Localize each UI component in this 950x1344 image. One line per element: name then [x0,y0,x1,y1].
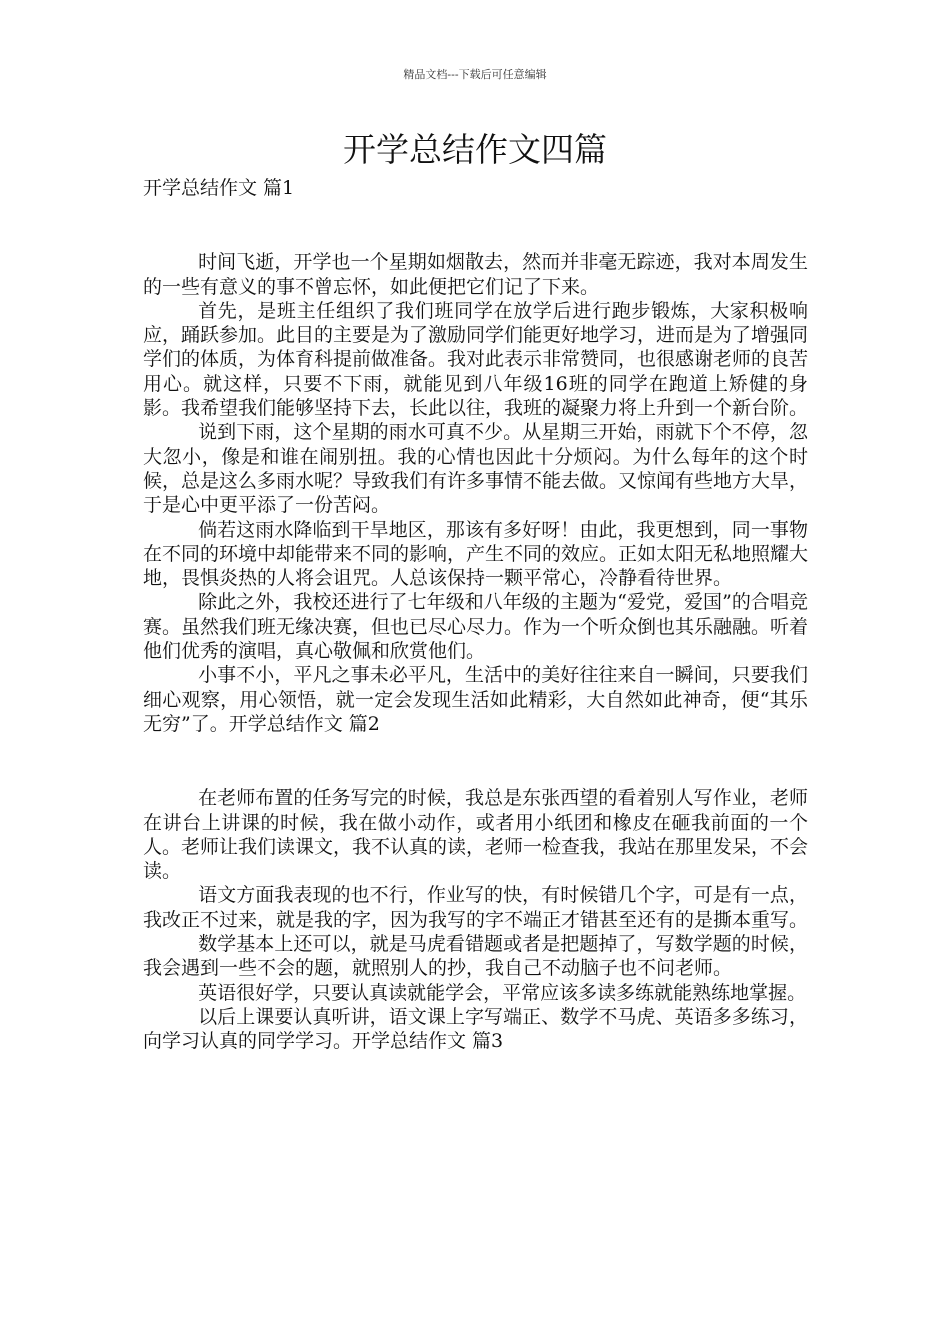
document-body [143,176,808,1054]
paragraph: 英语很好学，只要认真读就能学会，平常应该多读多练就能熟练地掌握。 [198,981,807,1004]
paragraph: 数学基本上还可以，就是马虎看错题或者是把题掉了，写数学题的时候，我会遇到一些不会的题，就照别人的抄，我自己不动脑子也不问老师。 [143,933,808,980]
section-2-label: 开学总结作文 篇2 [228,712,380,735]
paragraph: 说到下雨，这个星期的雨水可真不少。从星期三开始，雨就下个不停，忽大忽小，像是和谁在闹别扭。我的心情也因此十分烦闷。为什么每年的这个时候，总是这么多雨水呢？导致我们有许多事情不能去做。又惊闻有些地方大旱，于是心中更平添了一份苦闷。 [143,421,809,517]
paragraph [143,1005,808,1054]
paragraph: 在老师布置的任务写完的时候，我总是东张西望的看着别人写作业，老师在讲台上讲课的时候，我在做小动作，或者用小纸团和橡皮在砸我前面的一个人。老师让我们读课文，我不认真的读，老师一检查我，我站在那里发呆，不会读。 [143,787,809,883]
paragraph: 除此之外，我校还进行了七年级和八年级的主题为“爱党，爱国”的合唱竞赛。虽然我们班无缘决赛，但也已尽心尽力。作为一个听众倒也其乐融融。听着他们优秀的演唱，真心敬佩和欣赏他们。 [143,591,809,663]
paragraph [143,663,808,736]
section-gap [143,200,808,250]
paragraph: 语文方面我表现的也不行，作业写的快，有时候错几个字，可是有一点，我改正不过来，就是我的字，因为我写的字不端正才错甚至还有的是撕本重写。 [143,884,809,931]
paragraph-text: 以后上课要认真听讲，语文课上字写端正、数学不马虎、英语多多练习，向学习认真的同学学习。 [143,1005,808,1053]
paragraph: 倘若这雨水降临到干旱地区，那该有多好呀！由此，我更想到，同一事物在不同的环境中却能带来不同的影响，产生不同的效应。正如太阳无私地照耀大地，畏惧炎热的人将会诅咒。人总该保持一颗平常心，冷静看待世界。 [143,518,809,590]
section-1-label: 开学总结作文 篇1 [143,177,295,199]
paragraph: 首先，是班主任组织了我们班同学在放学后进行跑步锻炼，大家积极响应，踊跃参加。此目的主要是为了激励同学们能更好地学习，进而是为了增强同学们的体质，为体育科提前做准备。我对此表示非常赞同，也很感谢老师的良苦用心。就这样，只要不下雨，就能见到八年级16班的同学在跑道上矫健的身影。我希望我们能够坚持下去，长此以往，我班的凝聚力将上升到一个新台阶。 [143,299,809,420]
paragraph-text: 小事不小，平凡之事未必平凡，生活中的美好往往来自一瞬间，只要我们细心观察，用心领悟，就一定会发现生活如此精彩，大自然如此神奇，便“其乐无穷”了。 [143,664,808,735]
document-title: 开学总结作文四篇 [343,130,607,169]
paragraph: 时间飞逝，开学也一个星期如烟散去，然而并非毫无踪迹，我对本周发生的一些有意义的事不曾忘怀，如此便把它们记了下来。 [143,251,808,298]
section-3-label: 开学总结作文 篇3 [352,1030,504,1053]
section-gap [143,736,808,786]
header-note: 精品文档---下载后可任意编辑 [403,68,547,81]
